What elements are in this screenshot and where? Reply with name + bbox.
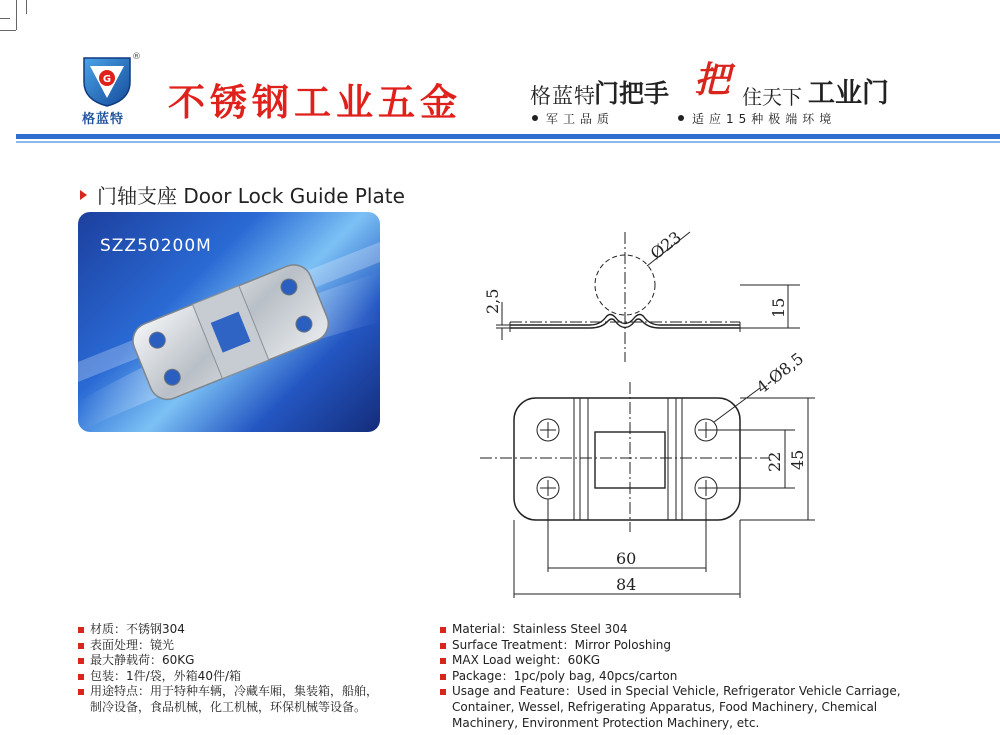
- dim-thickness: 2,5: [483, 288, 502, 314]
- brand-title: 不锈钢工业五金: [168, 81, 462, 124]
- door-guide-plate-image: [128, 259, 334, 404]
- slogan: [530, 59, 900, 110]
- technical-drawing: [470, 222, 870, 602]
- spec-material-cn: 材质：不锈钢304: [78, 622, 378, 638]
- slogan-brand: 格蓝特: [530, 84, 596, 108]
- spec-usage-en: Usage and Feature：Used in Special Vehicle, Refrigerator Vehicle Carriage,: [440, 684, 901, 700]
- header-divider-thin: [16, 141, 1000, 143]
- spec-load-cn: 最大静载荷：60KG: [78, 653, 378, 669]
- spec-surface-en: Surface Treatment：Mirror Poloshing: [440, 638, 901, 654]
- crop-mark-vertical: [16, 0, 17, 30]
- section-title: 门轴支座 Door Lock Guide Plate: [80, 180, 405, 209]
- dim-height: 15: [769, 297, 788, 318]
- tagline-environment: 适应15种极端环境: [678, 110, 836, 127]
- bullet-dot: [678, 115, 684, 121]
- spec-usage-en-cont-2: Machinery, Environment Protection Machinery, etc.: [452, 715, 760, 730]
- tagline-quality: 军工品质: [532, 110, 614, 127]
- spec-surface-cn: 表面处理：镜光: [78, 638, 378, 654]
- slogan-handle: 门把手: [594, 79, 670, 108]
- dim-hole-spacing-h: 60: [616, 549, 637, 568]
- spec-package-en: Package：1pc/poly bag, 40pcs/carton: [440, 669, 901, 685]
- spec-package-cn: 包装：1件/袋，外箱40件/箱: [78, 669, 378, 685]
- crop-mark-horizontal: [0, 30, 16, 31]
- triangle-bullet-icon: [80, 190, 87, 200]
- side-view: [496, 232, 800, 362]
- dim-length: 84: [616, 575, 637, 594]
- dim-holes: 4-Ø8,5: [752, 348, 808, 398]
- specs-chinese: [78, 622, 378, 716]
- slogan-calligraphy: 把: [694, 59, 731, 101]
- dim-circle: Ø23: [646, 227, 685, 264]
- specs-english: [440, 622, 901, 731]
- bullet-dot: [532, 115, 538, 121]
- slogan-world: 住天下: [742, 85, 802, 109]
- logo-text: 格蓝特: [82, 112, 125, 127]
- spec-usage-cn: 用途特点：用于特种车辆，冷藏车厢，集装箱，船舶，: [78, 684, 378, 700]
- crop-mark-short-h: [0, 18, 10, 19]
- spec-usage-cn-cont: 制冷设备，食品机械，化工机械，环保机械等设备。: [90, 699, 367, 714]
- dim-width-v: 45: [788, 449, 807, 470]
- header-divider-thick: [16, 134, 1000, 139]
- spec-usage-en-cont-1: Container, Wessel, Refrigerating Apparatus, Food Machinery, Chemical: [452, 699, 878, 714]
- slogan-industrial-door: 工业门: [808, 78, 889, 109]
- top-view: [480, 382, 815, 598]
- product-model: SZZ50200M: [100, 236, 212, 256]
- product-photo: [78, 212, 380, 432]
- crop-mark-short: [26, 0, 27, 14]
- spec-load-en: MAX Load weight：60KG: [440, 653, 901, 669]
- svg-text:G: G: [102, 74, 112, 85]
- dim-hole-spacing-v: 22: [765, 451, 784, 472]
- logo-icon: [78, 52, 136, 108]
- registered-mark: ®: [132, 52, 141, 62]
- spec-material-en: Material：Stainless Steel 304: [440, 622, 901, 638]
